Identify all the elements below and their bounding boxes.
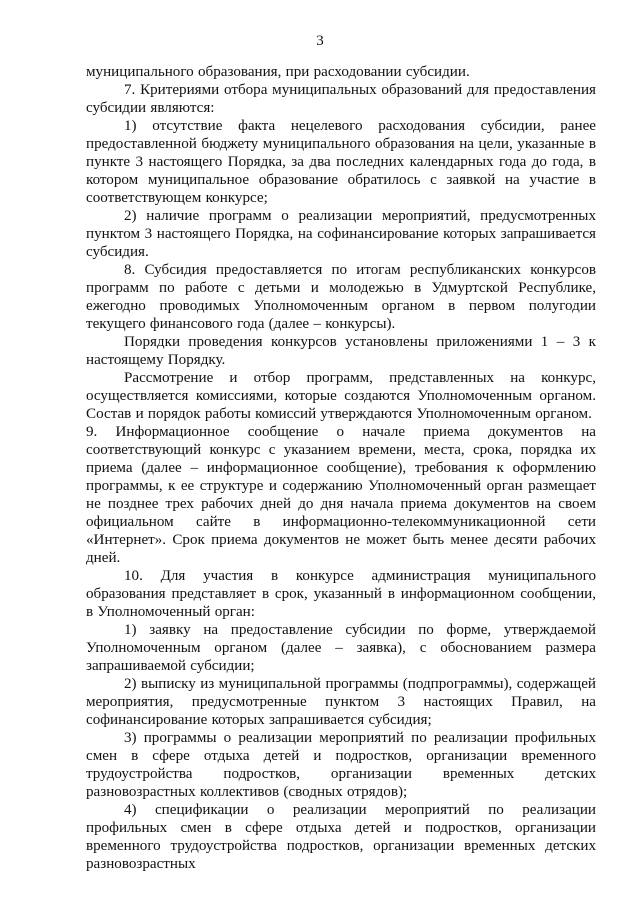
document-body — [86, 63, 596, 873]
paragraph: 3) программы о реализации мероприятий по реализации профильных смен в сфере отдыха детей и подростков, организации временного трудоустройства подростков, организации временных детских разновозрастных коллективов (сводных отрядов); — [86, 730, 596, 800]
paragraph: Порядки проведения конкурсов установлены приложениями 1 – 3 к настоящему Порядку. — [86, 334, 596, 368]
paragraph: муниципального образования, при расходовании субсидии. — [86, 64, 470, 80]
paragraph: 9. Информационное сообщение о начале приема документов на соответствующий конкурс с указанием времени, места, срока, порядка их приема (далее – информационное сообщение), требования к оформлению программы, к ее структуре и содержанию Уполномоченный орган размещает не позднее трех рабочих дней до дня начала приема документов на своем официальном сайте в информационно-телекоммуникационной сети «Интернет». Срок приема документов не может быть менее десяти рабочих дней. — [86, 424, 596, 566]
page-number: 3 — [316, 33, 324, 49]
paragraph: 8. Субсидия предоставляется по итогам республиканских конкурсов программ по работе с детьми и молодежью в Удмуртской Республике, ежегодно проводимых Уполномоченным органом в первом полугодии текущего финансового года (далее – конкурсы). — [86, 262, 596, 332]
paragraph: 1) заявку на предоставление субсидии по форме, утверждаемой Уполномоченным органом (далее – заявка), с обоснованием размера запрашиваемой субсидии; — [86, 622, 596, 674]
paragraph: 4) спецификации о реализации мероприятий по реализации профильных смен в сфере отдыха детей и подростков, организации временного трудоустройства подростков, организации временных детских разновозрастных — [86, 802, 596, 872]
paragraph: 1) отсутствие факта нецелевого расходования субсидии, ранее предоставленной бюджету муниципального образования на цели, указанные в пункте 3 настоящего Порядка, за два последних календарных года до года, в котором муниципальное образование обратилось с заявкой на участие в соответствующем конкурсе; — [86, 118, 596, 206]
paragraph: 2) наличие программ о реализации мероприятий, предусмотренных пунктом 3 настоящего Порядка, на софинансирование которых запрашивается субсидия. — [86, 208, 596, 260]
paragraph: Рассмотрение и отбор программ, представленных на конкурс, осуществляется комиссиями, которые создаются Уполномоченным органом. Состав и порядок работы комиссий утверждаются Уполномоченным органом. — [86, 370, 596, 422]
paragraph: 2) выписку из муниципальной программы (подпрограммы), содержащей мероприятия, предусмотренные пунктом 3 настоящих Правил, на софинансирование которых запрашивается субсидия; — [86, 676, 596, 728]
paragraph: 7. Критериями отбора муниципальных образований для предоставления субсидии являются: — [86, 82, 596, 116]
paragraph: 10. Для участия в конкурсе администрация муниципального образования представляет в срок, указанный в информационном сообщении, в Уполномоченный орган: — [86, 568, 596, 620]
